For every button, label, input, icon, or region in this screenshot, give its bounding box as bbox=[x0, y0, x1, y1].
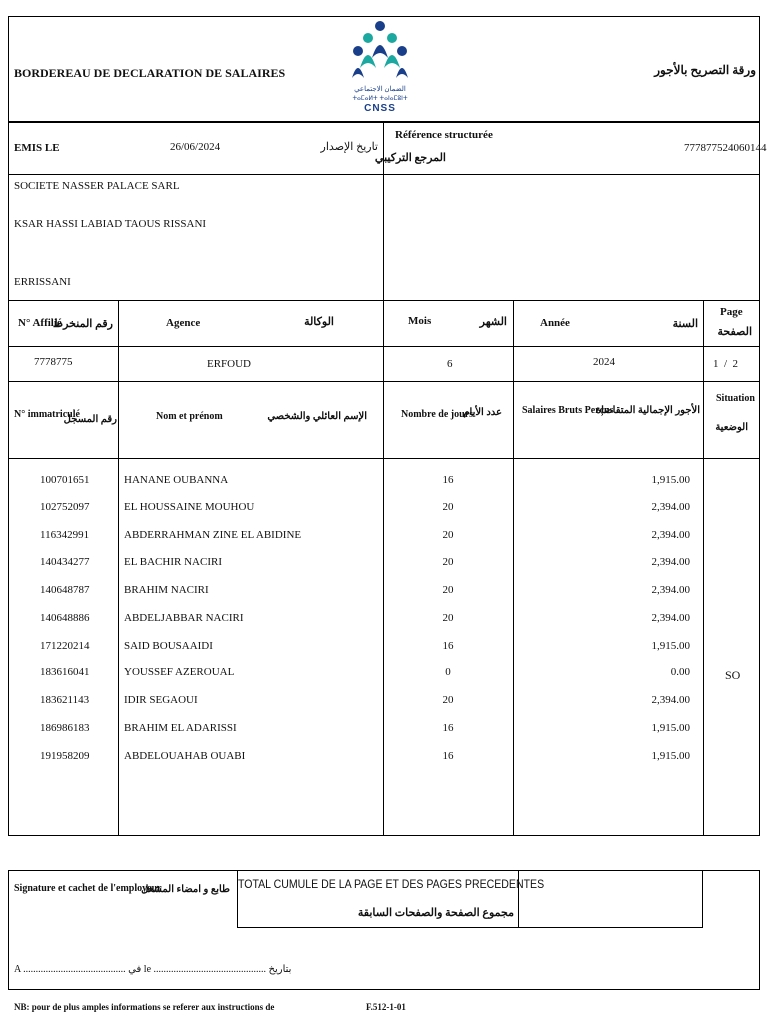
row-nom: ABDELJABBAR NACIRI bbox=[124, 612, 244, 624]
table-row bbox=[0, 640, 768, 654]
affilie-label-fr: N° Affilié bbox=[18, 317, 62, 329]
ref-label-ar: المرجع التركيبي bbox=[374, 152, 446, 164]
total-label-ar: مجموع الصفحة والصفحات السابقة bbox=[357, 907, 514, 919]
row-matricule: 186986183 bbox=[40, 722, 90, 734]
affilie-label-ar: رقم المنخرط bbox=[52, 318, 113, 330]
row-nom: ABDERRAHMAN ZINE EL ABIDINE bbox=[124, 529, 302, 541]
row-nom: ABDELOUAHAB OUABI bbox=[124, 750, 246, 762]
row-matricule: 191958209 bbox=[40, 750, 90, 762]
row-jours: 16 bbox=[442, 722, 454, 734]
col-salaires-ar: الأجور الإجمالية المتقاضاة bbox=[595, 405, 700, 416]
cnss-logo-icon bbox=[350, 18, 410, 80]
col-nom-ar: الإسم العائلي والشخصي bbox=[267, 411, 367, 422]
row-jours: 20 bbox=[442, 694, 454, 706]
employer-city: ERRISSANI bbox=[14, 276, 71, 288]
row-nom: BRAHIM EL ADARISSI bbox=[124, 722, 237, 734]
ref-value: 777877524060144 bbox=[684, 142, 767, 154]
row-jours: 16 bbox=[442, 474, 454, 486]
table-row bbox=[0, 612, 768, 626]
rule bbox=[8, 381, 760, 382]
col-jours-fr: Nombre de jours bbox=[401, 409, 474, 420]
row-nom: SAID BOUSAAIDI bbox=[124, 640, 213, 652]
row-jours: 16 bbox=[442, 750, 454, 762]
affilie-value: 7778775 bbox=[34, 356, 73, 368]
page-label-fr: Page bbox=[720, 306, 743, 318]
table-row bbox=[0, 722, 768, 736]
row-matricule: 183621143 bbox=[40, 694, 90, 706]
row-jours: 20 bbox=[442, 556, 454, 568]
place-date-line: A ......................................... في le ............................................. بتاريخ bbox=[14, 964, 292, 975]
mois-label-fr: Mois bbox=[408, 315, 432, 327]
rule bbox=[8, 174, 760, 175]
table-row bbox=[0, 750, 768, 764]
row-matricule: 140648886 bbox=[40, 612, 90, 624]
row-salaire: 1,915.00 bbox=[651, 722, 690, 734]
title-ar: ورقة التصريح بالأجور bbox=[654, 63, 756, 77]
rule bbox=[8, 458, 760, 459]
form-code: F.512-1-01 bbox=[366, 1002, 406, 1012]
rule bbox=[8, 835, 760, 836]
row-salaire: 2,394.00 bbox=[651, 612, 690, 624]
total-label-fr: TOTAL CUMULE DE LA PAGE ET DES PAGES PRECEDENTES bbox=[238, 877, 545, 891]
row-nom: EL HOUSSAINE MOUHOU bbox=[124, 501, 255, 513]
col-situation-fr: Situation bbox=[716, 393, 755, 404]
row-salaire: 2,394.00 bbox=[651, 529, 690, 541]
rule bbox=[513, 381, 514, 836]
row-matricule: 140434277 bbox=[40, 556, 90, 568]
emis-le-label: EMIS LE bbox=[14, 142, 60, 154]
agence-label-ar: الوكالة bbox=[304, 316, 334, 328]
col-nom-fr: Nom et prénom bbox=[156, 411, 223, 422]
table-row bbox=[0, 529, 768, 543]
row-matricule: 183616041 bbox=[40, 666, 90, 678]
row-salaire: 1,915.00 bbox=[651, 750, 690, 762]
row-jours: 16 bbox=[442, 640, 454, 652]
agence-label-fr: Agence bbox=[166, 317, 201, 329]
row-nom: BRAHIM NACIRI bbox=[124, 584, 209, 596]
employer-name: SOCIETE NASSER PALACE SARL bbox=[14, 180, 180, 192]
row-jours: 20 bbox=[442, 501, 454, 513]
row-jours: 0 bbox=[445, 666, 451, 678]
table-row bbox=[0, 694, 768, 708]
row-jours: 20 bbox=[442, 584, 454, 596]
situation-value: SO bbox=[725, 668, 741, 682]
col-matricule-ar: رقم المسجل bbox=[63, 414, 117, 425]
mois-value: 6 bbox=[447, 358, 453, 370]
row-salaire: 0.00 bbox=[670, 666, 690, 678]
rule bbox=[8, 122, 760, 123]
row-jours: 20 bbox=[442, 529, 454, 541]
row-matricule: 140648787 bbox=[40, 584, 90, 596]
logo-arabic: الضمان الاجتماعي bbox=[354, 85, 406, 93]
rule bbox=[383, 122, 384, 300]
row-salaire: 1,915.00 bbox=[651, 640, 690, 652]
row-nom: IDIR SEGAOUI bbox=[124, 694, 198, 706]
cnss-logo bbox=[350, 18, 410, 118]
col-jours-ar: عدد الأيام bbox=[463, 407, 502, 418]
mois-label-ar: الشهر bbox=[479, 316, 507, 328]
row-matricule: 116342991 bbox=[40, 529, 90, 541]
row-matricule: 171220214 bbox=[40, 640, 90, 652]
annee-label-ar: السنة bbox=[672, 318, 698, 330]
annee-value: 2024 bbox=[593, 356, 615, 368]
row-nom: EL BACHIR NACIRI bbox=[124, 556, 222, 568]
signature-label-ar: طابع و امضاء المشغل bbox=[141, 884, 230, 895]
footnote: NB: pour de plus amples informations se referer aux instructions de bbox=[14, 1002, 275, 1012]
logo-tifinagh: ⵜⴰⵎⴰⵍⵜ ⵜⴰⵏⴰⵎⵓⵏⵜ bbox=[352, 95, 408, 102]
row-nom: YOUSSEF AZEROUAL bbox=[124, 666, 235, 678]
signature-label-fr: Signature et cachet de l'employeur bbox=[14, 883, 162, 894]
employer-address: KSAR HASSI LABIAD TAOUS RISSANI bbox=[14, 218, 207, 230]
logo-cnss: CNSS bbox=[364, 103, 396, 114]
rule bbox=[8, 300, 760, 301]
title-fr: BORDEREAU DE DECLARATION DE SALAIRES bbox=[14, 66, 286, 80]
table-row bbox=[0, 501, 768, 515]
table-row bbox=[0, 666, 768, 680]
col-situation-ar: الوضعية bbox=[715, 422, 748, 433]
row-matricule: 102752097 bbox=[40, 501, 90, 513]
row-nom: HANANE OUBANNA bbox=[124, 474, 229, 486]
col-matricule-fr: N° immatriculé bbox=[14, 409, 80, 420]
emission-label-ar: تاريخ الإصدار bbox=[320, 141, 378, 153]
table-row bbox=[0, 584, 768, 598]
row-salaire: 2,394.00 bbox=[651, 501, 690, 513]
agence-value: ERFOUD bbox=[207, 358, 252, 370]
col-salaires-fr: Salaires Bruts Perçus bbox=[522, 405, 614, 416]
row-salaire: 2,394.00 bbox=[651, 584, 690, 596]
row-jours: 20 bbox=[442, 612, 454, 624]
row-salaire: 2,394.00 bbox=[651, 556, 690, 568]
rule bbox=[8, 346, 760, 347]
table-row bbox=[0, 556, 768, 570]
page-value: 1 / 2 bbox=[713, 358, 739, 370]
row-salaire: 2,394.00 bbox=[651, 694, 690, 706]
emission-date: 26/06/2024 bbox=[170, 141, 221, 153]
page-label-ar: الصفحة bbox=[717, 326, 752, 338]
row-salaire: 1,915.00 bbox=[651, 474, 690, 486]
table-row bbox=[0, 474, 768, 488]
ref-label-fr: Référence structurée bbox=[395, 129, 493, 141]
row-matricule: 100701651 bbox=[40, 474, 90, 486]
annee-label-fr: Année bbox=[540, 317, 570, 329]
